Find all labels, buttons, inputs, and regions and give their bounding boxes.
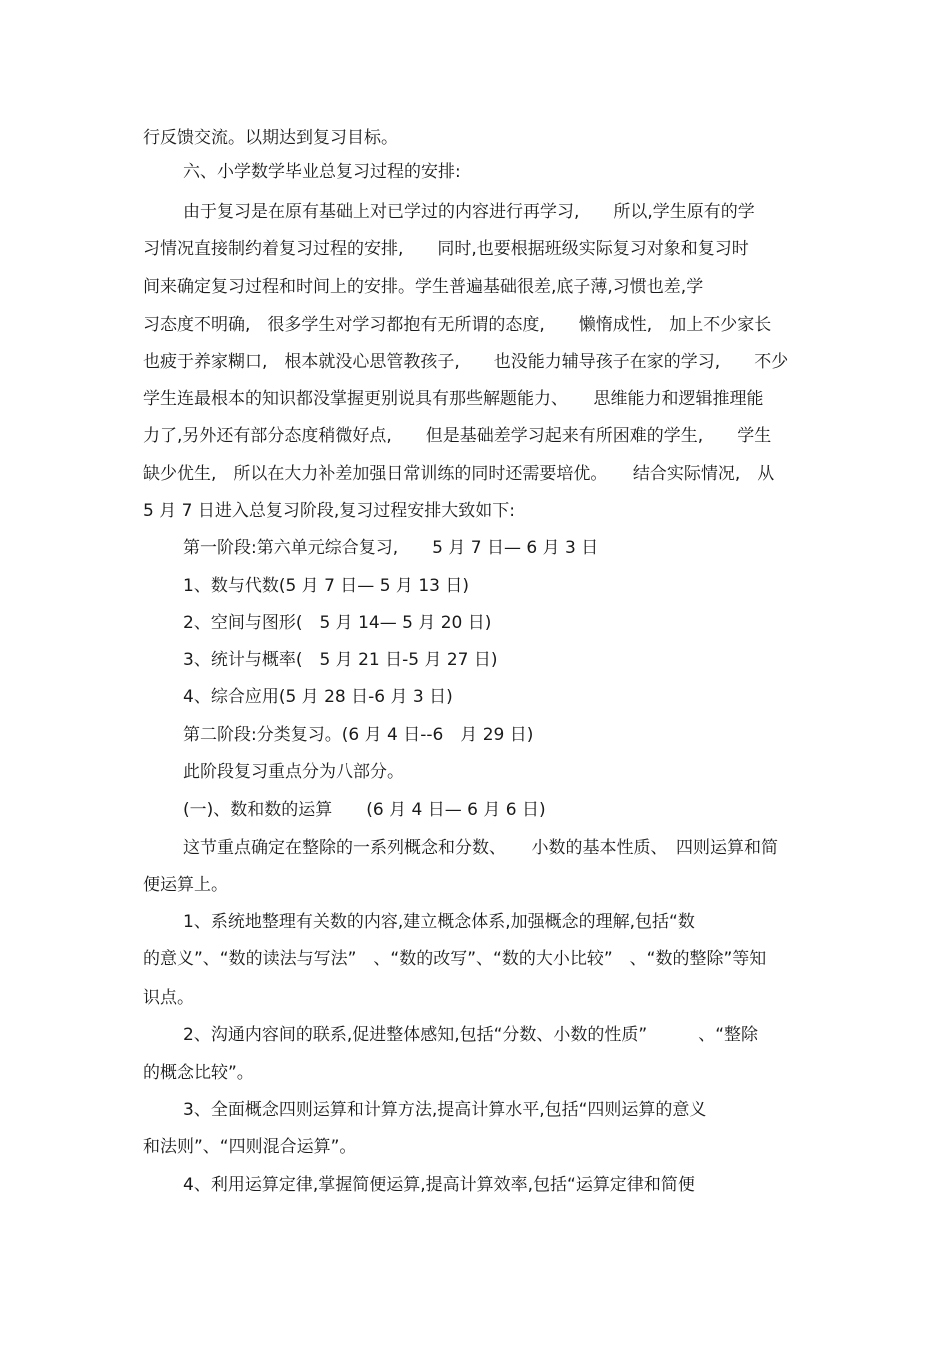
text-line: 3、全面概念四则运算和计算方法,提高计算水平,包括“四则运算的意义 bbox=[183, 1100, 707, 1120]
text-line: 学生连最根本的知识都没掌握更别说具有那些解题能力、 思维能力和逻辑推理能 bbox=[143, 389, 764, 409]
text-line: 间来确定复习过程和时间上的安排。学生普遍基础很差,底子薄,习惯也差,学 bbox=[143, 277, 704, 297]
text-line: 4、利用运算定律,掌握简便运算,提高计算效率,包括“运算定律和简便 bbox=[183, 1175, 695, 1195]
text-line: 缺少优生, 所以在大力补差加强日常训练的同时还需要培优。 结合实际情况, 从 bbox=[143, 464, 775, 484]
text-line: 习情况直接制约着复习过程的安排, 同时,也要根据班级实际复习对象和复习时 bbox=[143, 239, 749, 259]
text-line: 习态度不明确, 很多学生对学习都抱有无所谓的态度, 懒惰成性, 加上不少家长 bbox=[143, 315, 772, 335]
subsection-heading: (一)、数和数的运算 (6 月 4 日— 6 月 6 日) bbox=[183, 800, 546, 820]
text-line: 此阶段复习重点分为八部分。 bbox=[183, 762, 404, 782]
text-line: 的概念比较”。 bbox=[143, 1063, 254, 1083]
text-line: 也疲于养家糊口, 根本就没心思管教孩子, 也没能力辅导孩子在家的学习, 不少 bbox=[143, 352, 789, 372]
text-line: 和法则”、“四则混合运算”。 bbox=[143, 1137, 357, 1157]
text-line: 的意义”、“数的读法与写法” 、“数的改写”、“数的大小比较” 、“数的整除”等知 bbox=[143, 949, 767, 969]
text-line: 1、系统地整理有关数的内容,建立概念体系,加强概念的理解,包括“数 bbox=[183, 912, 695, 932]
text-line: 5 月 7 日进入总复习阶段,复习过程安排大致如下: bbox=[143, 501, 515, 521]
text-line: 便运算上。 bbox=[143, 875, 228, 895]
text-line: 力了,另外还有部分态度稍微好点, 但是基础差学习起来有所困难的学生, 学生 bbox=[143, 426, 772, 446]
list-item: 2、空间与图形( 5 月 14— 5 月 20 日) bbox=[183, 613, 492, 633]
text-line: 识点。 bbox=[143, 988, 194, 1008]
text-line: 行反馈交流。以期达到复习目标。 bbox=[143, 128, 398, 148]
list-item: 3、统计与概率( 5 月 21 日-5 月 27 日) bbox=[183, 650, 498, 670]
section-heading: 六、小学数学毕业总复习过程的安排: bbox=[183, 162, 461, 182]
text-line: 由于复习是在原有基础上对已学过的内容进行再学习, 所以,学生原有的学 bbox=[183, 202, 755, 222]
stage-heading: 第一阶段:第六单元综合复习, 5 月 7 日— 6 月 3 日 bbox=[183, 538, 599, 558]
text-line: 2、沟通内容间的联系,促进整体感知,包括“分数、小数的性质” 、“整除 bbox=[183, 1025, 759, 1045]
stage-heading: 第二阶段:分类复习。(6 月 4 日--6 月 29 日) bbox=[183, 725, 534, 745]
list-item: 1、数与代数(5 月 7 日— 5 月 13 日) bbox=[183, 576, 469, 596]
list-item: 4、综合应用(5 月 28 日-6 月 3 日) bbox=[183, 687, 453, 707]
text-line: 这节重点确定在整除的一系列概念和分数、 小数的基本性质、 四则运算和简 bbox=[183, 838, 778, 858]
